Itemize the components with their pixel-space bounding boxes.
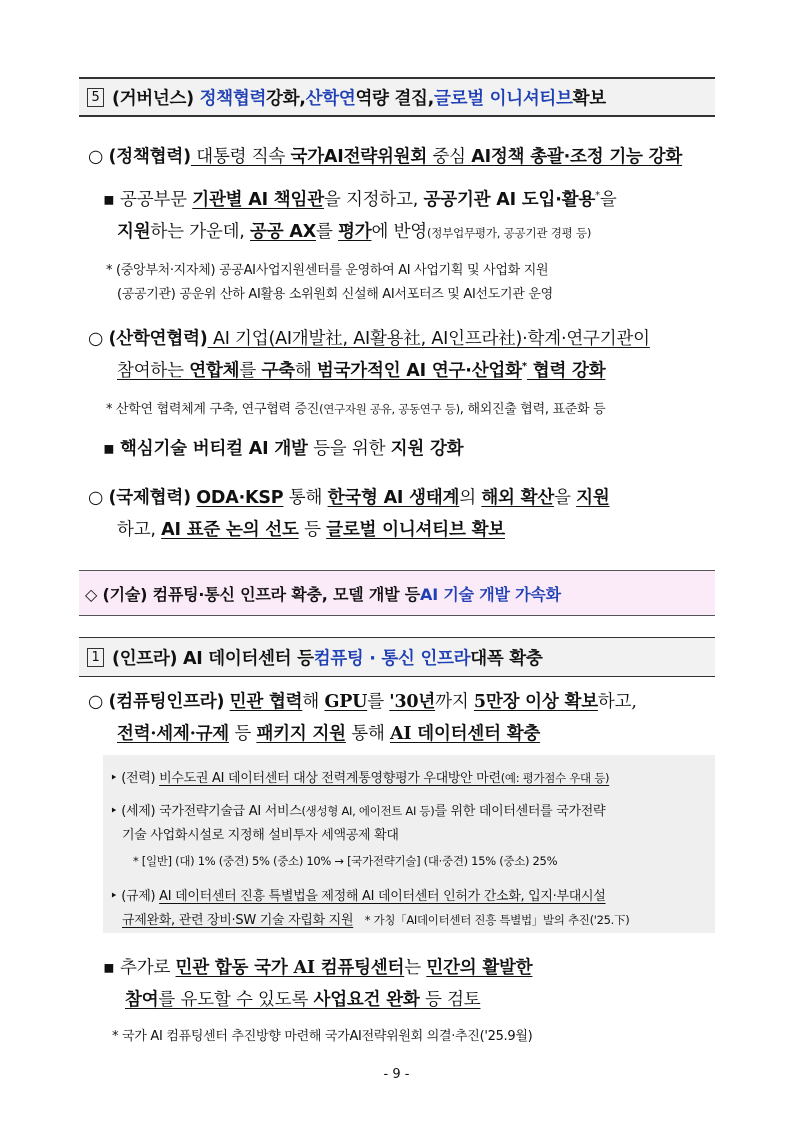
intl-line-1: ○ (국제협력) ODA·KSP 통해 한국형 AI 생태계의 해외 확산을 지원 [88, 488, 610, 508]
policy-note-1: * (중앙부처·지자체) 공공AI사업지원센터를 운영하여 AI 사업기획 및 사업화 지원 [106, 263, 549, 278]
policy-sub-line-1: ▪ 공공부문 기관별 AI 책임관을 지정하고, 공공기관 AI 도입·활용*을 [103, 190, 617, 210]
section-number-box: 5 [87, 88, 104, 107]
extra-line-2: 참여를 유도할 수 있도록 사업요건 완화 등 검토 [125, 990, 481, 1010]
section-number-box: 1 [87, 648, 104, 667]
section-prefix: (거버넌스) [112, 88, 194, 109]
power-item: ‣ (전력) 비수도권 AI 데이터센터 대상 전력계통영향평가 우대방안 마련(예: 평가점수 우대 등) [110, 771, 610, 786]
academia-line-2: 참여하는 연합체를 구축해 범국가적인 AI 연구·산업화* 협력 강화 [117, 361, 606, 381]
computing-line-2: 전력·세제·규제 등 패키지 지원 통해 AI 데이터센터 확충 [117, 724, 541, 744]
tech-banner: ◇ (기술) 컴퓨팅·통신 인프라 확충, 모델 개발 등 AI 기술 개발 가속화 [79, 570, 715, 616]
academia-line-1: ○ (산학연협력) AI 기업(AI개발社, AI활용社, AI인프라社)·학계·연구기관이 [88, 329, 650, 349]
tax-item-2: 기술 사업화시설로 지정해 설비투자 세액공제 확대 [122, 828, 399, 843]
computing-line-1: ○ (컴퓨팅인프라) 민관 협력해 GPU를 '30년까지 5만장 이상 확보하고, [88, 692, 637, 712]
section-1-header: 1 (인프라) AI 데이터센터 등 컴퓨팅 · 통신 인프라 대폭 확충 [79, 637, 715, 677]
tax-note: * [일반] (대) 1% (중견) 5% (중소) 10% → [국가전략기술] (대·중견) 15% (중소) 25% [133, 854, 558, 868]
academia-note-1: * 산학연 협력체계 구축, 연구협력 증진(연구자원 공유, 공동연구 등), 해외진출 협력, 표준화 등 [106, 402, 606, 417]
intl-line-2: 하고, AI 표준 논의 선도 등 글로벌 이니셔티브 확보 [117, 520, 505, 540]
policy-note-2: (공공기관) 공운위 산하 AI활용 소위원회 신설해 AI서포터즈 및 AI선도기관 운영 [117, 287, 553, 302]
academia-sub-line-1: ▪ 핵심기술 버티컬 AI 개발 등을 위한 지원 강화 [103, 439, 464, 459]
tax-item-1: ‣ (세제) 국가전략기술급 AI 서비스(생성형 AI, 에이전트 AI 등)를 위한 데이터센터를 국가전략 [110, 804, 606, 819]
policy-line-1: ○ (정책협력) 대통령 직속 국가AI전략위원회 중심 AI정책 총괄·조정 기능 강화 [88, 147, 683, 167]
policy-sub-line-2: 지원하는 가운데, 공공 AX를 평가에 반영(정부업무평가, 공공기관 경평 등) [117, 222, 592, 242]
page-number: - 9 - [383, 1067, 410, 1082]
extra-note: * 국가 AI 컴퓨팅센터 추진방향 마련해 국가AI전략위원회 의결·추진('25.9월) [112, 1029, 533, 1044]
section-5-header: 5 (거버넌스) 정책협력 강화, 산학연 역량 결집, 글로벌 이니셔티브 확보 [79, 77, 715, 117]
regulation-item-1: ‣ (규제) AI 데이터센터 진흥 특별법을 제정해 AI 데이터센터 인허가 간소화, 입지·부대시설 [110, 889, 606, 904]
regulation-item-2: 규제완화, 관련 장비·SW 기술 자립화 지원 * 가칭「AI데이터센터 진흥 특별법」발의 추진('25.下) [122, 913, 630, 928]
extra-line-1: ▪ 추가로 민관 합동 국가 AI 컴퓨팅센터는 민간의 활발한 [103, 958, 533, 978]
